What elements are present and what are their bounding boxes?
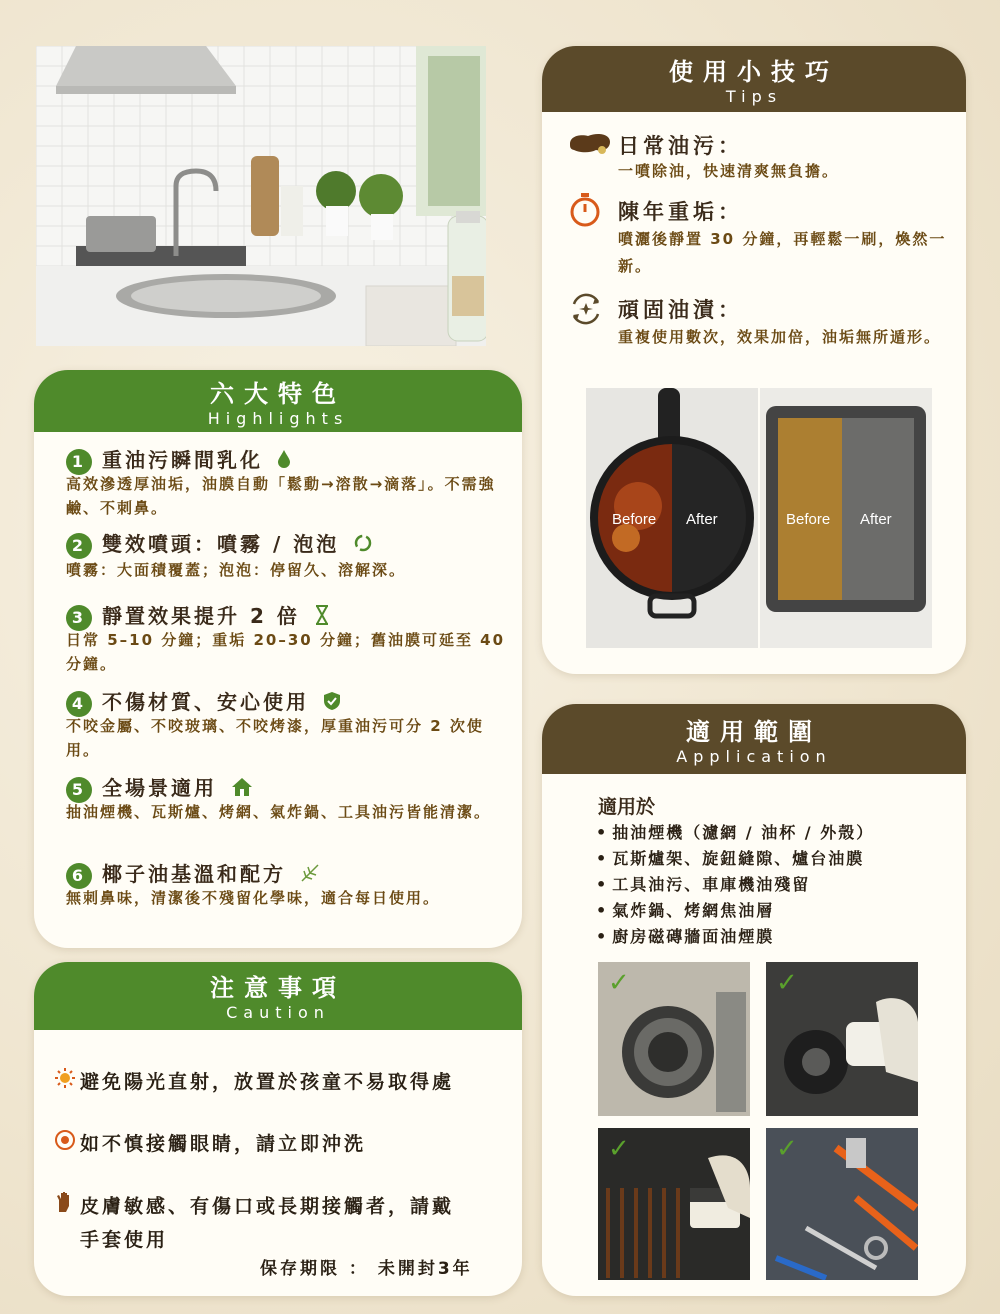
tip-desc: 重複使用數次，效果加倍，油垢無所遁形。 bbox=[618, 328, 942, 346]
highlight-6 bbox=[66, 858, 320, 889]
highlight-title: 全場景適用 bbox=[102, 776, 217, 800]
list-item: • 工具油污、車庫機油殘留 bbox=[596, 872, 874, 898]
tips-title: 使用小技巧 bbox=[669, 58, 839, 86]
tip-title: 陳年重垢： bbox=[618, 200, 743, 224]
highlight-4 bbox=[66, 686, 341, 717]
caution-text: 皮膚敏感、有傷口或長期接觸者，請戴 bbox=[80, 1195, 455, 1218]
list-item: • 抽油煙機（濾網 / 油杯 / 外殼） bbox=[596, 820, 874, 846]
eye-icon bbox=[54, 1129, 80, 1161]
caution-item-3 bbox=[54, 1190, 454, 1256]
sun-icon bbox=[54, 1067, 80, 1099]
highlights-subtitle: Highlights bbox=[207, 409, 349, 428]
highlight-desc: 日常 5–10 分鐘；重垢 20–30 分鐘；舊油膜可延至 40 分鐘。 bbox=[66, 631, 506, 673]
droplet-icon bbox=[277, 449, 291, 474]
highlight-1 bbox=[66, 444, 291, 475]
highlight-desc: 噴霧：大面積覆蓋；泡泡：停留久、溶解深。 bbox=[66, 561, 407, 579]
caution-banner bbox=[34, 962, 522, 1030]
tips-banner bbox=[542, 46, 966, 112]
caution-text: 避免陽光直射，放置於孩童不易取得處 bbox=[80, 1071, 455, 1093]
application-banner bbox=[542, 704, 966, 774]
grease-icon bbox=[568, 130, 612, 160]
check-icon: ✓ bbox=[776, 1134, 798, 1164]
highlights-title: 六大特色 bbox=[210, 380, 346, 408]
tip-desc: 一噴除油，快速清爽無負擔。 bbox=[618, 162, 840, 180]
tip-title: 頑固油漬： bbox=[618, 298, 743, 322]
range-hood-filter-photo bbox=[598, 962, 750, 1116]
highlights-card bbox=[34, 370, 522, 948]
grill-pan-photo bbox=[598, 1128, 750, 1280]
highlight-title: 不傷材質、安心使用 bbox=[102, 690, 309, 714]
list-item: • 瓦斯爐架、旋鈕縫隙、爐台油膜 bbox=[596, 846, 874, 872]
number-badge: 5 bbox=[66, 777, 92, 803]
gas-stove-photo bbox=[766, 962, 918, 1116]
check-icon: ✓ bbox=[608, 968, 630, 998]
list-item: • 廚房磁磚牆面油煙膜 bbox=[596, 924, 874, 950]
check-icon: ✓ bbox=[776, 968, 798, 998]
house-icon bbox=[231, 777, 253, 802]
sparkle-cycle-icon bbox=[568, 292, 604, 330]
tools-photo bbox=[766, 1128, 918, 1280]
highlight-5 bbox=[66, 772, 253, 803]
hourglass-icon bbox=[314, 605, 330, 630]
caution-text: 如不慎接觸眼睛，請立即沖洗 bbox=[80, 1133, 367, 1155]
application-heading: 適用於 bbox=[598, 796, 656, 818]
number-badge: 1 bbox=[66, 449, 92, 475]
cycle-icon bbox=[353, 533, 373, 558]
highlight-desc: 高效滲透厚油垢，油膜自動「鬆動→溶散→滴落」。不需強鹼、不刺鼻。 bbox=[66, 475, 496, 517]
highlight-3 bbox=[66, 600, 330, 631]
shield-icon bbox=[323, 691, 341, 716]
highlight-desc: 無刺鼻味，清潔後不殘留化學味，適合每日使用。 bbox=[66, 889, 441, 907]
tip-title: 日常油污： bbox=[618, 134, 743, 158]
highlight-desc: 不咬金屬、不咬玻璃、不咬烤漆，厚重油污可分 2 次使用。 bbox=[66, 717, 484, 759]
before-label: Before bbox=[786, 511, 831, 528]
number-badge: 4 bbox=[66, 691, 92, 717]
application-title: 適用範圍 bbox=[686, 718, 822, 746]
tray-before-after-photo bbox=[760, 388, 932, 648]
highlight-title: 靜置效果提升 2 倍 bbox=[102, 604, 300, 628]
caution-subtitle: Caution bbox=[226, 1003, 330, 1022]
highlights-banner bbox=[34, 370, 522, 432]
tips-subtitle: Tips bbox=[725, 87, 783, 106]
timer-icon bbox=[568, 192, 602, 232]
glove-icon bbox=[54, 1190, 80, 1224]
highlight-title: 椰子油基溫和配方 bbox=[102, 862, 286, 886]
caution-title: 注意事項 bbox=[210, 974, 346, 1002]
before-label: Before bbox=[612, 511, 657, 528]
check-icon: ✓ bbox=[608, 1134, 630, 1164]
application-list bbox=[596, 820, 874, 950]
list-item: • 氣炸鍋、烤網焦油層 bbox=[596, 898, 874, 924]
application-card bbox=[542, 704, 966, 1296]
kitchen-photo bbox=[36, 46, 486, 346]
number-badge: 6 bbox=[66, 863, 92, 889]
application-subtitle: Application bbox=[676, 747, 832, 766]
highlight-title: 雙效噴頭：噴霧 / 泡泡 bbox=[102, 532, 340, 556]
after-label: After bbox=[686, 511, 718, 528]
number-badge: 2 bbox=[66, 533, 92, 559]
caution-card bbox=[34, 962, 522, 1296]
highlight-2 bbox=[66, 528, 373, 559]
caution-item-1 bbox=[54, 1066, 454, 1099]
tips-card bbox=[542, 46, 966, 674]
leaf-icon bbox=[300, 863, 320, 888]
highlight-desc: 抽油煙機、瓦斯爐、烤網、氣炸鍋、工具油污皆能清潔。 bbox=[66, 803, 492, 821]
number-badge: 3 bbox=[66, 605, 92, 631]
tip-desc: 噴灑後靜置 30 分鐘，再輕鬆一刷，煥然一新。 bbox=[618, 230, 947, 275]
highlight-title: 重油污瞬間乳化 bbox=[102, 448, 263, 472]
caution-text-continued: 手套使用 bbox=[80, 1229, 169, 1251]
caution-item-2 bbox=[54, 1128, 366, 1161]
pan-before-after-photo bbox=[586, 388, 758, 648]
shelf-life: 保存期限 ： 未開封3年 bbox=[260, 1259, 473, 1279]
after-label: After bbox=[860, 511, 892, 528]
